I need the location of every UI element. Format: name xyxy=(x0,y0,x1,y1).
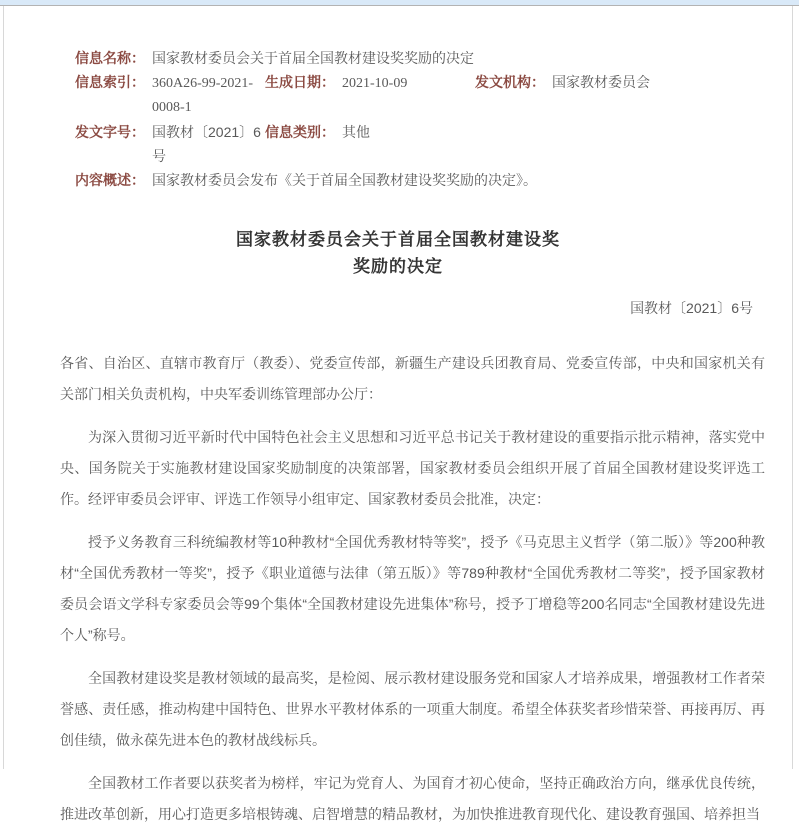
paragraph-addressees: 各省、自治区、直辖市教育厅（教委）、党委宣传部，新疆生产建设兵团教育局、党委宣传部，中央和国家机关有关部门相关负责机构，中央军委训练管理部办公厅： xyxy=(60,355,765,402)
document-metadata-table xyxy=(4,6,792,192)
document-title-line1: 国家教材委员会关于首届全国教材建设奖 xyxy=(236,230,560,249)
summary-value: 国家教材委员会发布《关于首届全国教材建设奖奖励的决定》。 xyxy=(152,172,537,188)
info-name-value: 国家教材委员会关于首届全国教材建设奖奖励的决定 xyxy=(152,50,474,66)
meta-cell-doc-number xyxy=(75,120,265,168)
info-index-value: 360A26-99-2021-0008-1 xyxy=(152,76,254,115)
paragraph-awards: 授予义务教育三科统编教材等10种教材“全国优秀教材特等奖”，授予《马克思主义哲学（第二版）》等200种教材“全国优秀教材一等奖”，授予《职业道德与法律（第五版）》等789种教材“全国优秀教材二等奖”，授予国家教材委员会语文学科专家委员会等99个集体“全国教材建设先进集体”称号，授予丁增稳等200名同志“全国教材建设先进个人”称号。 xyxy=(60,534,765,643)
document-body xyxy=(4,348,792,830)
issuing-org-value: 国家教材委员会 xyxy=(552,74,650,90)
issuing-org-label: 发文机构： xyxy=(475,74,545,90)
document-page-frame xyxy=(3,6,793,822)
document-title xyxy=(4,226,792,280)
meta-row-info-name xyxy=(75,46,772,70)
doc-number-label: 发文字号： xyxy=(75,124,145,140)
document-title-line2: 奖励的决定 xyxy=(353,257,443,276)
info-name-label: 信息名称： xyxy=(75,50,145,66)
gen-date-value: 2021-10-09 xyxy=(342,76,408,91)
meta-cell-issuing-org xyxy=(475,70,650,94)
info-category-value: 其他 xyxy=(342,124,370,140)
meta-cell-gen-date xyxy=(265,70,475,96)
meta-cell-summary xyxy=(75,168,537,192)
meta-cell-info-name xyxy=(75,46,474,70)
paragraph-preamble: 为深入贯彻习近平新时代中国特色社会主义思想和习近平总书记关于教材建设的重要指示批示精神，落实党中央、国务院关于实施教材建设国家奖励制度的决策部署，国家教材委员会组织开展了首届全国教材建设奖评选工作。经评审委员会评审、评选工作领导小组审定、国家教材委员会批准，决定： xyxy=(60,429,765,507)
meta-cell-info-index xyxy=(75,70,265,120)
meta-cell-info-category xyxy=(265,120,370,144)
paragraph-call-to-action: 全国教材工作者要以获奖者为榜样，牢记为党育人、为国育才初心使命，坚持正确政治方向，继承优良传统，推进改革创新，用心打造更多培根铸魂、启智增慧的精品教材，为加快推进教育现代化、建设教育强国、培养担当 xyxy=(60,775,765,822)
gen-date-label: 生成日期： xyxy=(265,74,335,90)
info-category-label: 信息类别： xyxy=(265,124,335,140)
doc-number-value: 国教材〔2021〕6号 xyxy=(152,124,261,164)
paragraph-significance: 全国教材建设奖是教材领域的最高奖，是检阅、展示教材建设服务党和国家人才培养成果，增强教材工作者荣誉感、责任感，推动构建中国特色、世界水平教材体系的一项重大制度。希望全体获奖者珍惜荣誉、再接再厉、再创佳绩，做永葆先进本色的教材战线标兵。 xyxy=(60,670,765,748)
document-number-line: 国教材〔2021〕6号 xyxy=(630,300,753,316)
info-index-label: 信息索引： xyxy=(75,74,145,90)
summary-label: 内容概述： xyxy=(75,172,145,188)
meta-row-summary xyxy=(75,168,772,192)
meta-row-docno-category xyxy=(75,120,772,168)
meta-row-index-date-org xyxy=(75,70,772,120)
